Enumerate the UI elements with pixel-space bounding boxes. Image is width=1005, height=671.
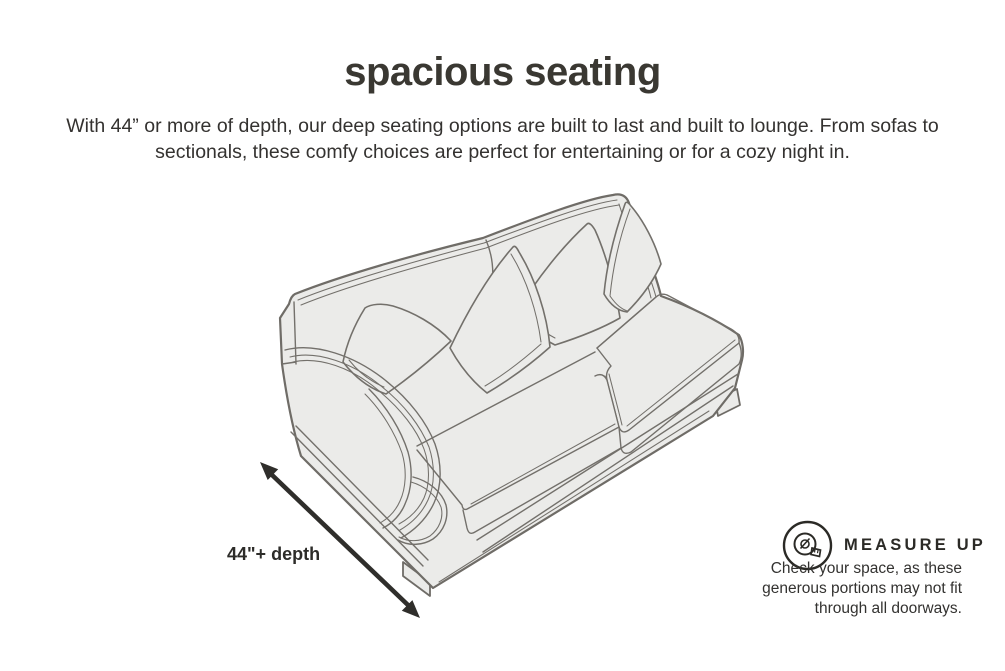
measure-up-heading: MEASURE UP	[844, 536, 987, 554]
measure-up-note: Check your space, as these generous portions may not fit through all doorways.	[762, 560, 962, 617]
double-arrow-icon	[240, 448, 440, 633]
depth-dimension-label: 44"+ depth	[227, 544, 321, 564]
page-title: spacious seating	[344, 50, 661, 94]
depth-arrow	[240, 448, 440, 633]
page-description: With 44” or more of depth, our deep seating options are built to last and built to lounge. From sofas to sectionals, these comfy choices are perfect for entertaining or for a cozy night in.	[66, 115, 939, 163]
